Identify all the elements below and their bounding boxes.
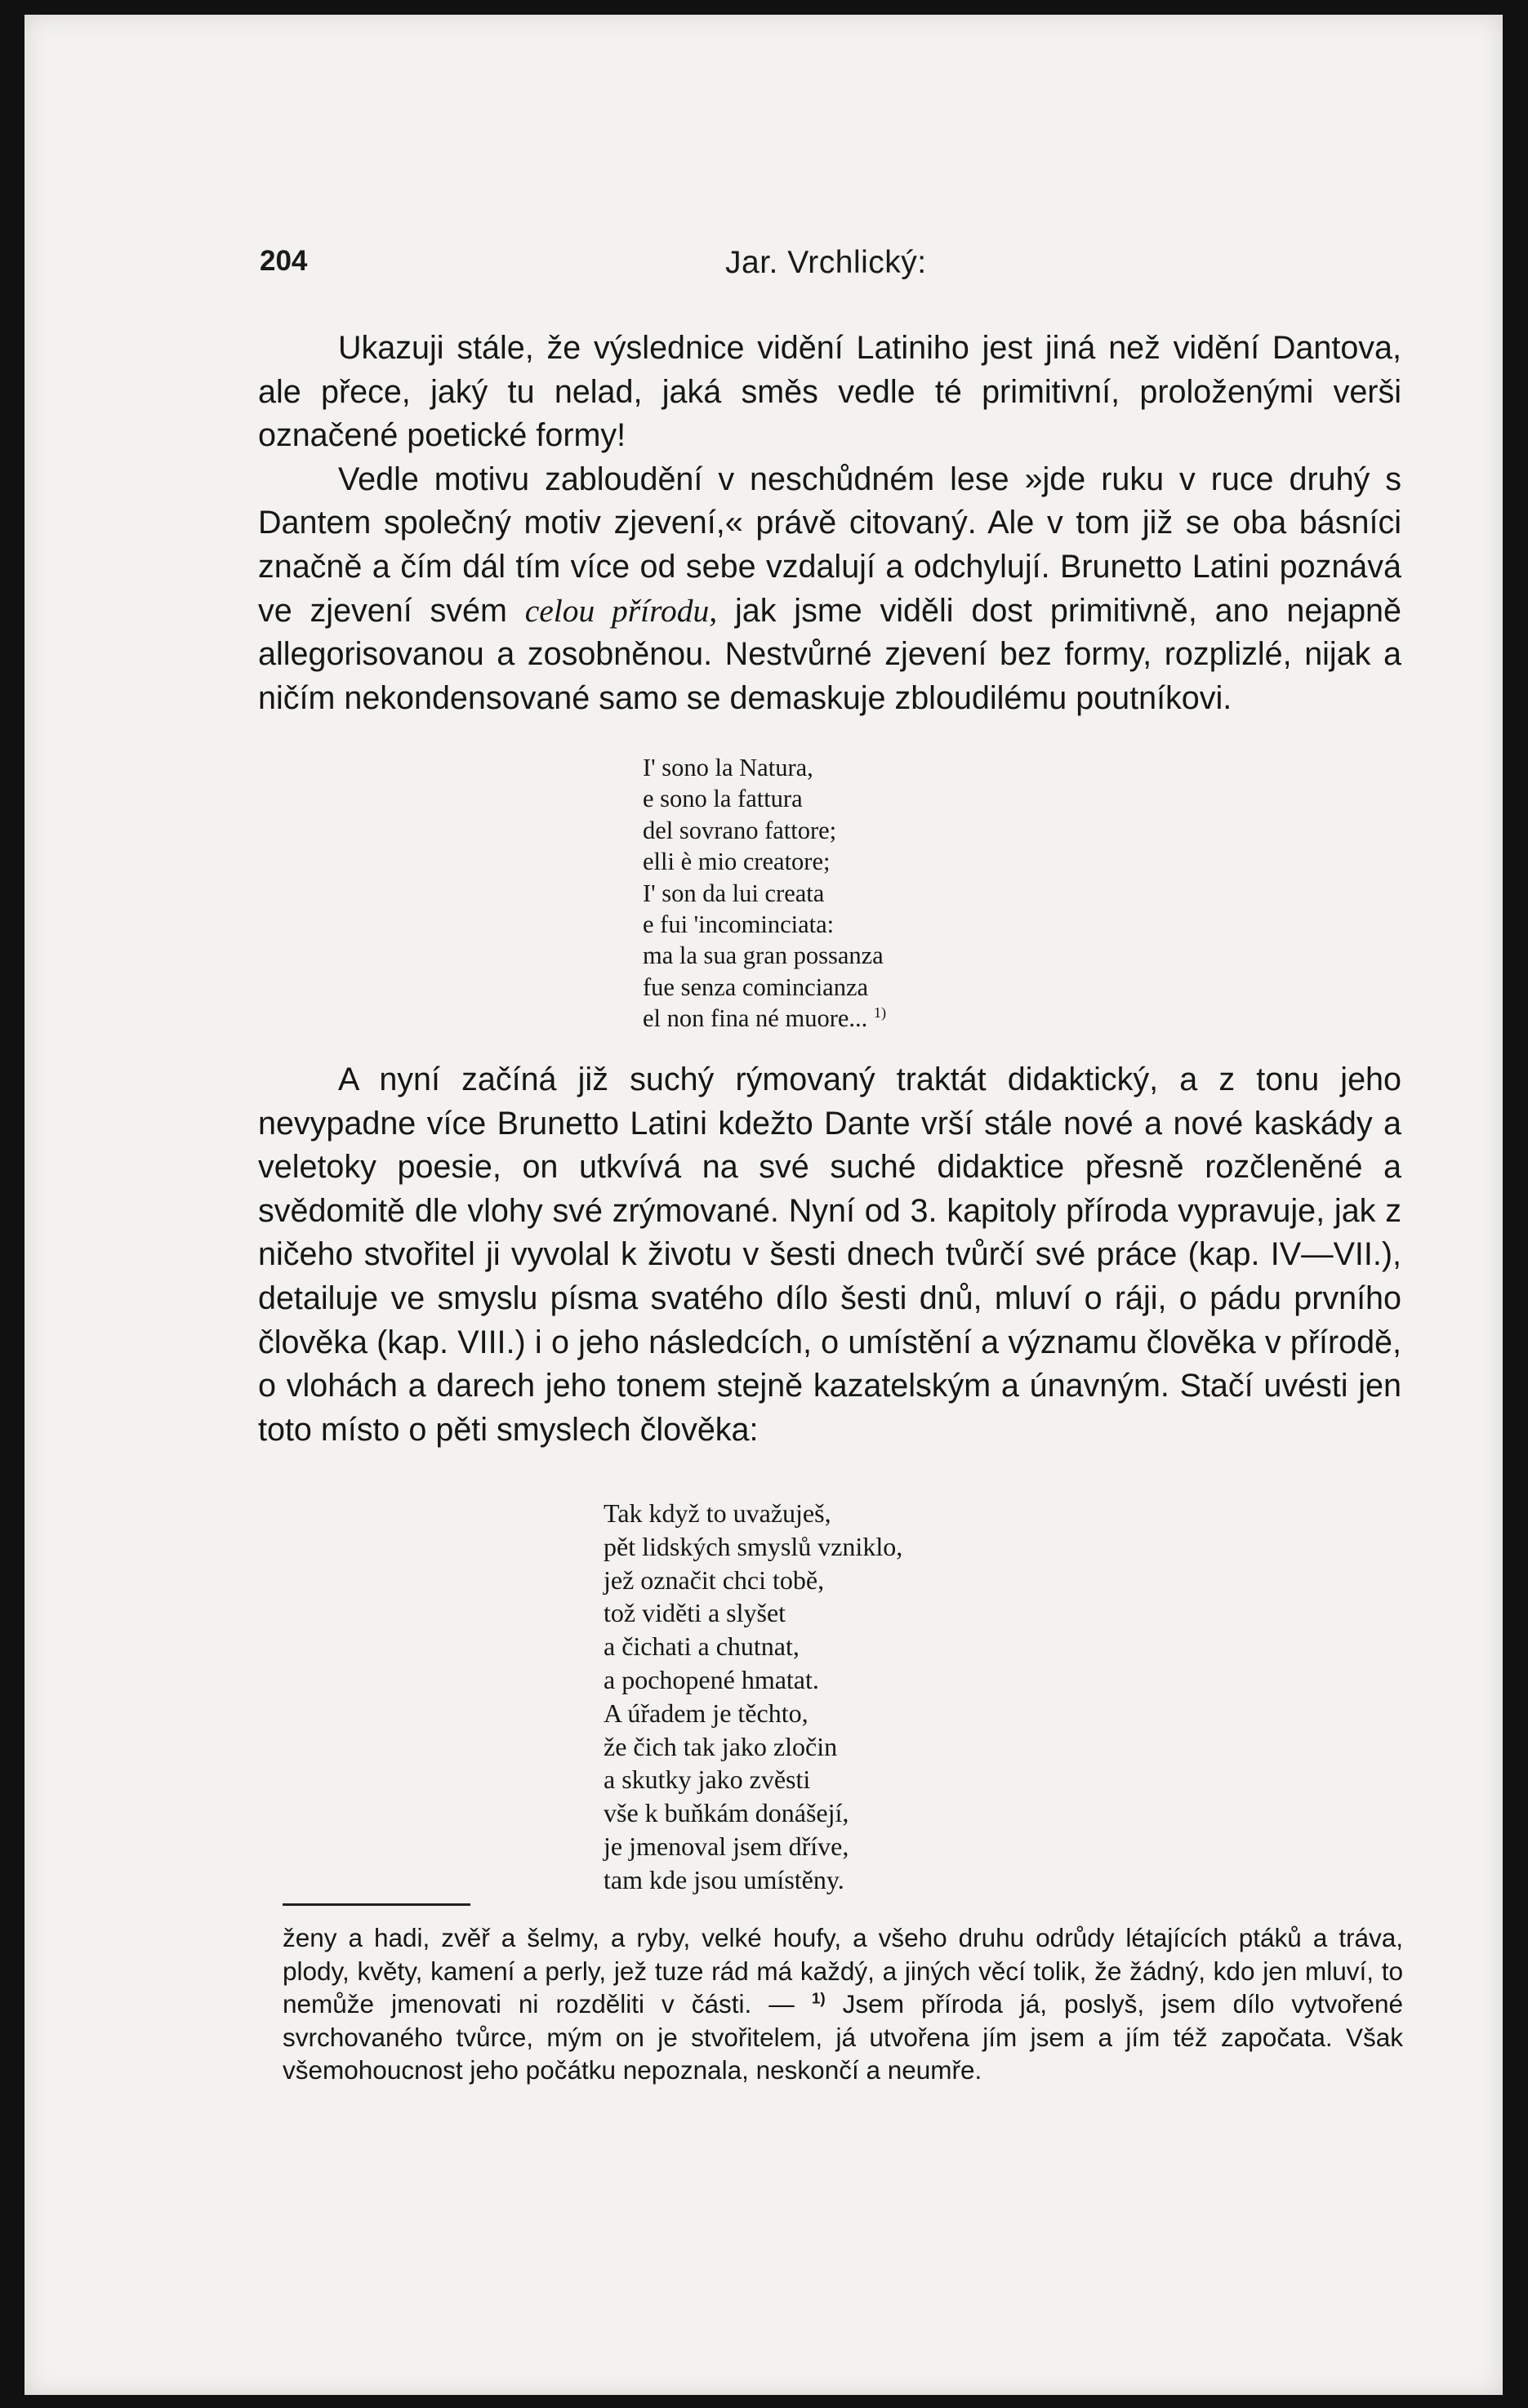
- footnote-mark-label: 1): [811, 1990, 826, 2008]
- verse-line: ma la sua gran possanza: [643, 941, 884, 970]
- verse-line: a čichati a chutnat,: [604, 1631, 800, 1662]
- page-header: [235, 245, 1411, 294]
- page-number: 204: [260, 245, 308, 277]
- verse-line: jež označit chci tobě,: [604, 1565, 825, 1595]
- paragraph-1-a: Ukazuji stále, že výslednice vidění Latiniho jest jiná než vidění Dantova, ale přece, jaký tu nelad, jaká směs vedle té primitivní, proloženými verši označené poetické formy!: [258, 330, 1401, 454]
- paragraph-2-text: A nyní začíná již suchý rýmovaný traktát didaktický, a z tonu jeho nevypadne více Brunetto Latini kdežto Dante vrší stále nové a nové kaskády a veletoky poesie, on utkvívá na své suché didaktice přesně rozčleněné a svědomitě dle vlohy své zrýmované. Nyní od 3. kapitoly příroda vypravuje, jak z ničeho stvořitel ji vyvolal k životu v šesti dnech tvůrčí své práce (kap. IV—VII.), detailuje ve smyslu písma svatého dílo šesti dnů, mluví o ráji, o pádu prvního člověka (kap. VIII.) i o jeho následcích, o umístění a významu člověka v přírodě, o vlohách a darech jeho tonem stejně kazatelským a únavným. Stačí uvésti jen toto místo o pěti smyslech člověka:: [258, 1062, 1401, 1448]
- verse-line: pět lidských smyslů vzniklo,: [604, 1531, 903, 1561]
- verse-quote-czech: [604, 1497, 902, 1897]
- footnote-mark: [812, 1989, 826, 2019]
- book-page: [25, 15, 1503, 2395]
- verse-line: I' sono la Natura,: [643, 754, 813, 781]
- paragraph-1-text-after: jak jsme viděli dost primitivně, ano nejapně allegorisovanou a zosobněnou. Nestvůrné zjevení bez formy, rozplizlé, nijak a ničím nekondensované samo se demaskuje zbloudilému poutníkovi.: [258, 592, 1401, 716]
- paragraph-1-text: Vedle motivu zabloudění v neschůdném lese »jde ruku v ruce druhý s Dantem společný motiv zjevení,« právě citovaný. Ale v tom již se oba básníci značně a čím dál tím více od sebe vzdalují a odchylují. Brunetto Latini poznává ve zjevení svém: [258, 461, 1401, 629]
- verse-line: a pochopené hmatat.: [604, 1664, 819, 1694]
- verse-quote-italian: [643, 752, 886, 1035]
- verse-line: elli è mio creatore;: [643, 848, 831, 876]
- verse-line: e fui 'incominciata:: [643, 910, 835, 939]
- footnote: [283, 1921, 1403, 2087]
- verse-line: je jmenoval jsem dříve,: [604, 1831, 849, 1861]
- running-head: Jar. Vrchlický:: [725, 245, 927, 280]
- verse-line: del sovrano fattore;: [643, 816, 837, 844]
- paragraph-2: [258, 1058, 1401, 1452]
- verse-line: A úřadem je těchto,: [604, 1698, 809, 1728]
- verse-line: a skutky jako zvěsti: [604, 1765, 811, 1795]
- footnote-text-after: Jsem příroda já, poslyš, jsem dílo vytvořené svrchovaného tvůrce, mým on je stvořitelem, já utvořena jím jsem a jím též započata. Však všemohoucnost jeho počátku nepoznala, neskončí a neumře.: [283, 1989, 1404, 2085]
- verse-line: fue senza comincianza: [643, 973, 869, 1001]
- verse-line: e sono la fattura: [643, 785, 803, 813]
- verse-line: [643, 1003, 886, 1034]
- footnote-text-before: ženy a hadi, zvěř a šelmy, a ryby, velké houfy, a všeho druhu odrůdy létajících ptáků a tráva, plody, květy, kamení a perly, jež tuze rád má každý, a jiných věcí tolik, že žádný, kdo jen mluví, to nemůže jmenovati ni rozděliti v části. —: [283, 1923, 1403, 2019]
- footnote-text: [283, 1921, 1403, 2087]
- verse-line: I' son da lui creata: [643, 879, 825, 907]
- paragraph-1-italic: celou přírodu,: [524, 592, 718, 629]
- verse-line: tož viděti a slyšet: [604, 1598, 786, 1628]
- verse-line: tam kde jsou umístěny.: [604, 1864, 844, 1894]
- footnote-divider: [283, 1903, 470, 1906]
- verse-line: Tak když to uvažuješ,: [604, 1498, 831, 1528]
- verse-line-text: el non fina né muore...: [643, 1004, 868, 1033]
- verse-line: vše k buňkám donášejí,: [604, 1798, 849, 1828]
- footnote-reference: 1): [873, 1004, 887, 1022]
- paragraph-1-b: [258, 458, 1401, 721]
- verse-line: že čich tak jako zločin: [604, 1731, 838, 1761]
- paragraph-1: [258, 327, 1401, 720]
